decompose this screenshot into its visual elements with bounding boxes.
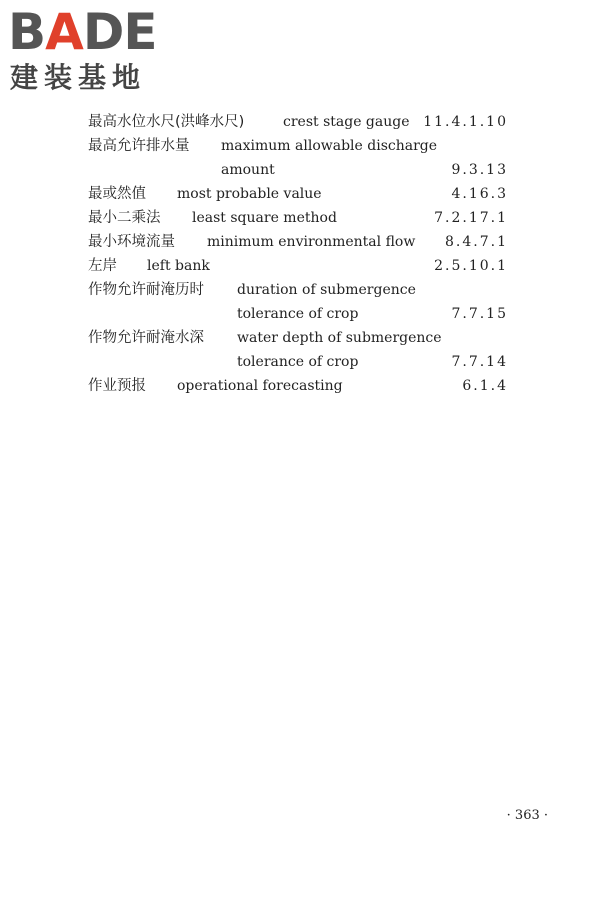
term-english: maximum allowable discharge xyxy=(221,138,438,154)
section-reference: 7.7.15 xyxy=(451,306,508,322)
glossary-row xyxy=(88,374,508,398)
term-english: tolerance of crop xyxy=(237,306,359,322)
logo-wordmark: BADE xyxy=(8,3,157,61)
glossary-row xyxy=(88,302,508,326)
term-english: least square method xyxy=(192,210,337,226)
term-english: minimum environmental flow xyxy=(207,234,416,250)
term-english: most probable value xyxy=(177,186,322,202)
logo-chinese-text: 建装基地 xyxy=(10,61,147,94)
section-reference: 8.4.7.1 xyxy=(445,234,508,250)
term-chinese: 左岸 xyxy=(88,258,117,274)
term-english: amount xyxy=(221,162,275,178)
term-english: duration of submergence xyxy=(237,282,416,298)
page-number: · 363 · xyxy=(506,808,548,823)
term-chinese: 作物允许耐淹水深 xyxy=(88,330,204,346)
section-reference: 9.3.13 xyxy=(451,162,508,178)
glossary-row xyxy=(88,110,508,134)
glossary-row xyxy=(88,158,508,182)
glossary-row xyxy=(88,134,508,158)
glossary-row xyxy=(88,206,508,230)
term-english: water depth of submergence xyxy=(237,330,442,346)
term-chinese: 最小二乘法 xyxy=(88,210,161,226)
term-chinese: 作物允许耐淹历时 xyxy=(88,282,204,298)
glossary-row xyxy=(88,350,508,374)
section-reference: 4.16.3 xyxy=(451,186,508,202)
term-english: crest stage gauge xyxy=(283,114,410,130)
glossary-row xyxy=(88,182,508,206)
glossary-row xyxy=(88,230,508,254)
term-chinese: 最小环境流量 xyxy=(88,234,175,250)
term-chinese: 作业预报 xyxy=(88,378,146,394)
section-reference: 7.7.14 xyxy=(451,354,508,370)
term-chinese: 最或然值 xyxy=(88,186,146,202)
term-english: operational forecasting xyxy=(177,378,343,394)
term-english: tolerance of crop xyxy=(237,354,359,370)
glossary-row xyxy=(88,254,508,278)
glossary-row xyxy=(88,326,508,350)
section-reference: 2.5.10.1 xyxy=(434,258,508,274)
term-chinese: 最高水位水尺(洪峰水尺) xyxy=(88,114,245,130)
section-reference: 6.1.4 xyxy=(462,378,508,394)
section-reference: 7.2.17.1 xyxy=(434,210,508,226)
section-reference: 11.4.1.10 xyxy=(423,114,508,130)
term-chinese: 最高允许排水量 xyxy=(88,138,190,154)
brand-logo xyxy=(8,4,178,96)
glossary-entries xyxy=(88,110,508,398)
glossary-row xyxy=(88,278,508,302)
term-english: left bank xyxy=(147,258,210,274)
